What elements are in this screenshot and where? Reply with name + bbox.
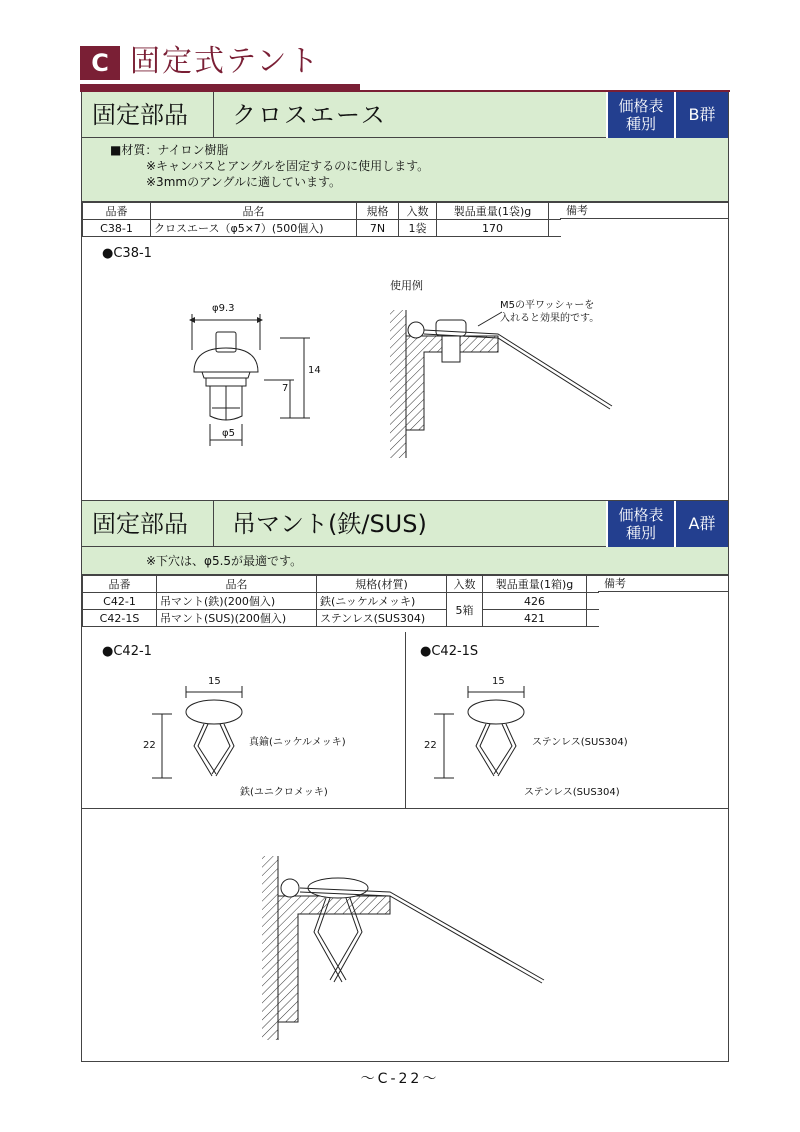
part2-name: 吊マント(鉄/SUS) — [232, 510, 427, 538]
part2-category: 固定部品 — [92, 510, 188, 538]
cell-remarks — [549, 220, 561, 237]
col-header: 品名 — [151, 203, 357, 220]
cell-qty: 5箱 — [447, 593, 483, 627]
part1-note-usage: ※キャンバスとアングルを固定するのに使用します。 — [146, 159, 430, 173]
cell-remarks — [587, 593, 599, 610]
cell-name: 吊マント(SUS)(200個入) — [157, 610, 317, 627]
col-header: 製品重量(1袋)g — [437, 203, 549, 220]
fig-a-callout-bottom: 鉄(ユニクロメッキ) — [240, 787, 328, 798]
fig-b-callout-top: ステンレス(SUS304) — [532, 737, 628, 748]
cell-code: C38-1 — [83, 220, 151, 237]
part2-price-group: A群 — [674, 501, 728, 547]
cell-spec: ステンレス(SUS304) — [317, 610, 447, 627]
cell-weight: 170 — [437, 220, 549, 237]
part2-spec-table — [82, 575, 599, 627]
part1-usage-note-2: 入れると効果的です。 — [500, 313, 600, 324]
col-header: 規格 — [357, 203, 399, 220]
part2-remarks-header: 備考 — [598, 575, 728, 592]
dim-bottom: φ5 — [222, 428, 235, 439]
price-label-line1: 価格表 — [618, 506, 664, 524]
col-header — [587, 576, 599, 593]
part1-price-group: B群 — [674, 92, 728, 138]
fig-b-height: 22 — [424, 740, 437, 751]
cell-code: C42-1 — [83, 593, 157, 610]
price-label-line2: 種別 — [625, 524, 656, 542]
cell-weight: 421 — [483, 610, 587, 627]
col-header: 製品重量(1箱)g — [483, 576, 587, 593]
fig-b-width: 15 — [492, 676, 505, 687]
fig-a-callout-top: 真鍮(ニッケルメッキ) — [249, 737, 346, 748]
fig-a-height: 22 — [143, 740, 156, 751]
col-header: 品番 — [83, 203, 151, 220]
part1-category: 固定部品 — [92, 101, 188, 129]
table-header-row — [83, 576, 599, 593]
table-row — [83, 610, 599, 627]
cell-name: クロスエース（φ5×7）(500個入) — [151, 220, 357, 237]
hook-drawing-a — [150, 684, 250, 794]
fig-b-callout-bottom: ステンレス(SUS304) — [524, 787, 620, 798]
cell-spec: 鉄(ニッケルメッキ) — [317, 593, 447, 610]
part1-price-label — [606, 92, 674, 138]
col-header: 規格(材質) — [317, 576, 447, 593]
cross-ace-drawing — [180, 300, 340, 460]
part2-price-label — [606, 501, 674, 547]
part1-spec-table — [82, 202, 561, 237]
cell-remarks — [587, 610, 599, 627]
cell-weight: 426 — [483, 593, 587, 610]
cell-qty: 1袋 — [399, 220, 437, 237]
dim-top: φ9.3 — [212, 303, 235, 314]
part1-usage-label: 使用例 — [390, 279, 423, 292]
cell-name: 吊マント(鉄)(200個入) — [157, 593, 317, 610]
col-header: 入数 — [447, 576, 483, 593]
hook-usage-drawing — [260, 852, 560, 1042]
cell-spec: 7N — [357, 220, 399, 237]
dim-height-shaft: 7 — [282, 383, 289, 394]
fig-a-label: ●C42-1 — [102, 644, 152, 659]
page-number: ～C-22～ — [360, 1071, 440, 1087]
part1-figure-label: ●C38-1 — [102, 246, 152, 261]
dim-height-total: 14 — [308, 365, 321, 376]
part2-title-divider — [213, 501, 214, 547]
cross-ace-usage-drawing — [380, 290, 640, 460]
col-header: 品名 — [157, 576, 317, 593]
col-header — [549, 203, 561, 220]
part2-note: ※下穴は、φ5.5が最適です。 — [146, 554, 303, 568]
fig-a-width: 15 — [208, 676, 221, 687]
figure-bottom-rule — [82, 808, 728, 809]
price-label-line1: 価格表 — [618, 97, 664, 115]
table-row — [83, 593, 599, 610]
part1-usage-note-1: M5の平ワッシャーを — [500, 300, 595, 311]
cell-code: C42-1S — [83, 610, 157, 627]
part1-name: クロスエース — [232, 101, 387, 129]
table-header-row — [83, 203, 561, 220]
col-header: 入数 — [399, 203, 437, 220]
price-label-line2: 種別 — [625, 115, 656, 133]
figure-divider — [405, 632, 406, 808]
part1-note-angle: ※3mmのアングルに適しています。 — [146, 175, 342, 189]
section-badge: C — [80, 46, 120, 80]
col-header: 品番 — [83, 576, 157, 593]
fig-b-label: ●C42-1S — [420, 644, 479, 659]
section-title: 固定式テント — [130, 44, 321, 79]
part1-title-divider — [213, 92, 214, 138]
part1-material: ■材質：ナイロン樹脂 — [110, 143, 229, 157]
hook-drawing-b — [432, 684, 532, 794]
part1-remarks-header: 備考 — [560, 202, 728, 219]
table-row — [83, 220, 561, 237]
